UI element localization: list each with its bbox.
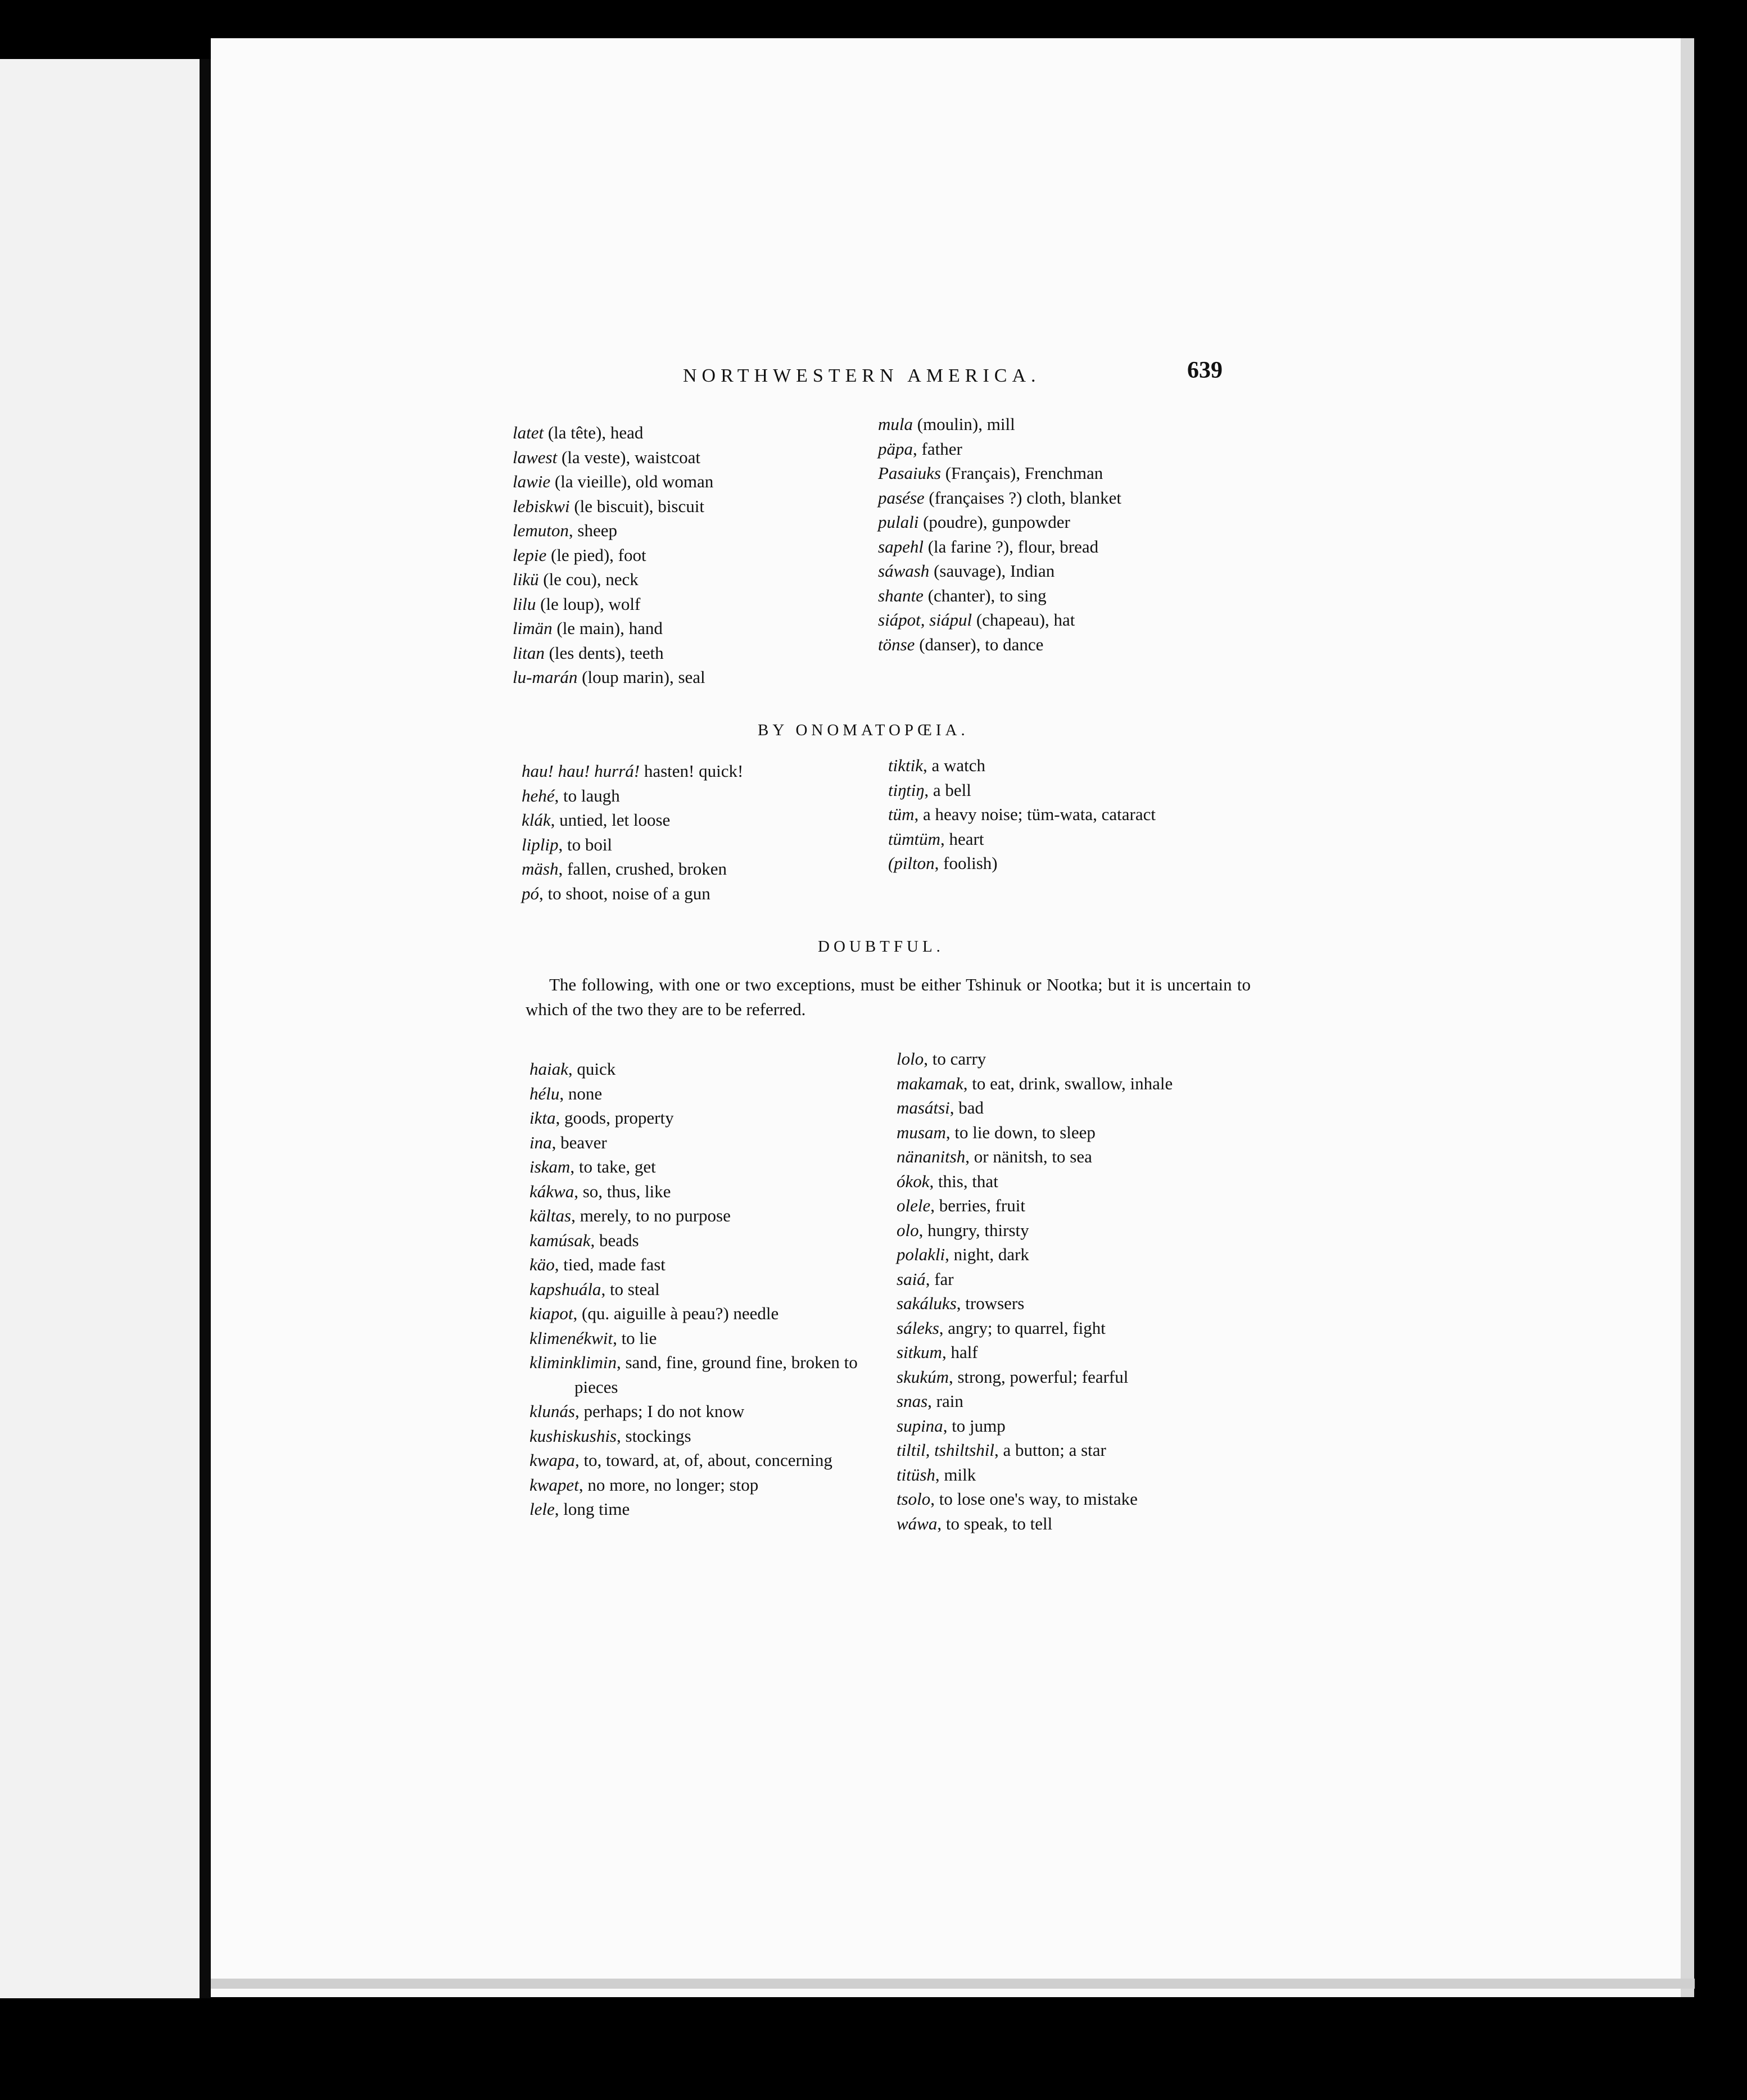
vocabulary-entry (897, 1096, 1268, 1120)
entry-term: tüm (888, 804, 915, 824)
vocabulary-entry (897, 1316, 1268, 1341)
vocabulary-entry (897, 1144, 1268, 1169)
section-heading-onomatopoeia: BY ONOMATOPŒIA. (758, 721, 969, 739)
vocabulary-entry (529, 1301, 889, 1326)
vocabulary-entry (529, 1448, 889, 1473)
vocabulary-entry (529, 1130, 889, 1155)
vocabulary-entry (529, 1277, 889, 1302)
page-number: 639 (1187, 357, 1223, 383)
entry-term: tönse (878, 634, 915, 654)
vocabulary-entry (897, 1169, 1268, 1194)
vocabulary-entry (888, 802, 1270, 827)
entry-gloss: , to steal (601, 1279, 660, 1299)
entry-gloss: (le loup), wolf (536, 594, 641, 614)
vocabulary-entry (513, 494, 872, 519)
vocabulary-entry (529, 1179, 889, 1204)
entry-term: shante (878, 585, 924, 605)
entry-term: tümtüm (888, 829, 940, 849)
entry-gloss: , rain (927, 1391, 963, 1411)
vocabulary-entry (897, 1291, 1268, 1316)
entry-term: lepie (513, 545, 547, 565)
vocabulary-entry (878, 486, 1260, 510)
entry-term: lawest (513, 447, 558, 467)
entry-term: skukúm (897, 1366, 949, 1387)
vocabulary-entry (513, 592, 872, 617)
entry-gloss: , far (925, 1269, 954, 1289)
entry-term: litan (513, 642, 545, 663)
vocabulary-entry (529, 1252, 889, 1277)
french-words-left-column (513, 420, 872, 690)
entry-term: kushiskushis (529, 1425, 617, 1446)
entry-gloss: hasten! quick! (640, 761, 744, 781)
vocabulary-entry (513, 543, 872, 568)
entry-gloss: (les dents), teeth (544, 642, 664, 663)
vocabulary-entry (897, 1120, 1268, 1145)
page-edge (1681, 38, 1694, 1997)
entry-term: käo (529, 1255, 555, 1274)
entry-gloss: , bad (949, 1098, 984, 1117)
entry-gloss: , stockings (617, 1425, 691, 1446)
entry-term: klunás (529, 1401, 575, 1421)
entry-term: iskam (529, 1157, 571, 1176)
entry-term: lolo (897, 1049, 924, 1069)
entry-term: kamúsak (529, 1230, 591, 1250)
vocabulary-entry (878, 510, 1260, 535)
left-page-margin (0, 59, 200, 1998)
entry-gloss: (le cou), neck (538, 569, 639, 589)
doubtful-intro-paragraph: The following, with one or two exceptions, must be either Tshinuk or Nootka; but it is uncertain to which of the two they are to be referred. (526, 975, 1251, 1019)
vocabulary-entry (878, 535, 1260, 559)
entry-term: tiltil, tshiltshil (897, 1440, 994, 1460)
entry-term: likü (513, 569, 539, 589)
entry-gloss: , to lie down, to sleep (945, 1122, 1096, 1142)
entry-term: latet (513, 423, 544, 442)
entry-term: kapshuála (529, 1279, 601, 1299)
entry-gloss: (le pied), foot (546, 545, 646, 565)
entry-term: lebiskwi (513, 496, 570, 516)
entry-term: snas (897, 1391, 928, 1411)
entry-gloss: (la tête), head (544, 423, 644, 442)
entry-term: saiá (897, 1269, 926, 1289)
vocabulary-entry (513, 469, 872, 494)
vocabulary-entry (529, 1473, 889, 1497)
entry-term: olo (897, 1220, 919, 1240)
vocabulary-entry (529, 1399, 889, 1424)
onomatopoeia-left-column (522, 759, 881, 906)
entry-gloss: , to lie (613, 1328, 657, 1348)
entry-gloss: (chapeau), hat (972, 610, 1075, 630)
vocabulary-entry (897, 1340, 1268, 1365)
entry-gloss: , so, thus, like (574, 1181, 671, 1201)
entry-gloss: , to laugh (554, 785, 620, 805)
entry-gloss: , (qu. aiguille à peau?) needle (573, 1304, 779, 1323)
vocabulary-entry (522, 759, 881, 784)
entry-term: sapehl (878, 536, 924, 556)
vocabulary-entry (897, 1511, 1268, 1536)
vocabulary-entry (529, 1203, 889, 1228)
entry-gloss: , berries, fruit (930, 1196, 1025, 1215)
entry-gloss: , angry; to quarrel, fight (939, 1318, 1106, 1338)
entry-gloss: , to speak, to tell (937, 1513, 1053, 1533)
entry-gloss: , beaver (551, 1132, 607, 1152)
vocabulary-entry (888, 851, 1270, 876)
entry-gloss: , a button; a star (994, 1440, 1106, 1460)
vocabulary-entry (888, 753, 1270, 778)
entry-term: makamak (897, 1073, 963, 1093)
entry-gloss: , to, toward, at, of, about, concerning (574, 1450, 832, 1470)
entry-gloss: , father (913, 438, 962, 459)
onomatopoeia-right-column (888, 753, 1270, 876)
entry-gloss: , quick (568, 1059, 616, 1079)
entry-term: tiktik (888, 755, 923, 775)
vocabulary-entry (513, 445, 872, 470)
entry-term: musam (897, 1122, 946, 1142)
vocabulary-entry (897, 1365, 1268, 1390)
entry-gloss: (françaises ?) cloth, blanket (924, 487, 1121, 508)
entry-term: supina (897, 1415, 943, 1436)
entry-term: klák (522, 810, 551, 830)
entry-gloss: , beads (590, 1230, 639, 1250)
vocabulary-entry (897, 1047, 1268, 1071)
entry-gloss: , hungry, thirsty (918, 1220, 1029, 1240)
entry-term: pasése (878, 487, 925, 508)
entry-term: ikta (529, 1108, 556, 1128)
entry-gloss: , milk (935, 1464, 976, 1485)
entry-term: hélu (529, 1083, 560, 1103)
vocabulary-entry (529, 1326, 889, 1351)
vocabulary-entry (878, 559, 1260, 583)
entry-gloss: , a heavy noise; tüm-wata, cataract (914, 804, 1156, 824)
entry-gloss: , sheep (568, 521, 617, 540)
entry-gloss: (poudre), gunpowder (918, 512, 1070, 532)
entry-gloss: , long time (554, 1499, 630, 1519)
entry-gloss: , to boil (558, 834, 613, 854)
vocabulary-entry (897, 1463, 1268, 1487)
vocabulary-entry (878, 412, 1260, 437)
entry-term: wáwa (897, 1513, 938, 1533)
entry-term: lilu (513, 594, 536, 614)
book-gutter (200, 59, 211, 1998)
vocabulary-entry (513, 665, 872, 690)
entry-gloss: (sauvage), Indian (929, 561, 1055, 581)
entry-term: sitkum (897, 1342, 942, 1362)
entry-gloss: (loup marin), seal (577, 667, 705, 687)
doubtful-right-column (897, 1047, 1268, 1536)
entry-term: sakáluks (897, 1293, 957, 1313)
vocabulary-entry (513, 518, 872, 543)
vocabulary-entry (513, 420, 872, 445)
entry-gloss: , a watch (922, 755, 986, 775)
vocabulary-entry (522, 832, 881, 857)
entry-gloss: , to take, get (570, 1157, 656, 1176)
entry-gloss: , goods, property (555, 1108, 674, 1128)
entry-gloss: , to lose one's way, to mistake (930, 1489, 1138, 1509)
entry-gloss: , sand, fine, ground fine, broken to pieces (574, 1352, 858, 1397)
entry-gloss: , untied, let loose (550, 810, 671, 830)
entry-term: kiapot (529, 1304, 573, 1323)
entry-gloss: (la vieille), old woman (550, 472, 714, 491)
entry-gloss: , to eat, drink, swallow, inhale (963, 1073, 1173, 1093)
vocabulary-entry (529, 1081, 889, 1106)
vocabulary-entry (878, 583, 1260, 608)
entry-term: haiak (529, 1059, 568, 1079)
entry-term: tiŋtiŋ (888, 780, 925, 800)
entry-term: kältas (529, 1206, 572, 1225)
entry-gloss: , or nänitsh, to sea (965, 1147, 1092, 1166)
entry-gloss: , to jump (943, 1415, 1006, 1436)
vocabulary-entry (888, 778, 1270, 803)
entry-gloss: , perhaps; I do not know (574, 1401, 745, 1421)
vocabulary-entry (888, 827, 1270, 852)
entry-term: hehé (522, 785, 555, 805)
entry-term: liplip (522, 834, 559, 854)
entry-term: hau! hau! hurrá! (522, 761, 640, 781)
vocabulary-entry (878, 461, 1260, 486)
vocabulary-entry (897, 1193, 1268, 1218)
entry-gloss: (le main), hand (552, 618, 663, 638)
entry-term: ókok (897, 1171, 930, 1191)
entry-term: lele (529, 1499, 555, 1519)
entry-term: nänanitsh (897, 1147, 966, 1166)
vocabulary-entry (529, 1350, 889, 1399)
entry-term: lawie (513, 472, 551, 491)
vocabulary-entry (897, 1218, 1268, 1243)
entry-term: Pasaiuks (878, 463, 941, 483)
entry-gloss: (danser), to dance (915, 634, 1044, 654)
entry-term: pó (522, 883, 539, 903)
vocabulary-entry (878, 608, 1260, 632)
entry-gloss: , foolish) (934, 853, 998, 873)
vocabulary-entry (522, 808, 881, 832)
entry-gloss: , half (942, 1342, 978, 1362)
entry-term: lemuton (513, 521, 569, 540)
vocabulary-entry (522, 881, 881, 906)
entry-gloss: (le biscuit), biscuit (569, 496, 704, 516)
entry-term: tsolo (897, 1489, 931, 1509)
entry-gloss: (chanter), to sing (923, 585, 1047, 605)
entry-gloss: , heart (940, 829, 984, 849)
entry-gloss: (la farine ?), flour, bread (923, 536, 1099, 556)
vocabulary-entry (529, 1497, 889, 1522)
entry-gloss: , merely, to no purpose (571, 1206, 731, 1225)
running-title: NORTHWESTERN AMERICA. (683, 365, 1041, 386)
entry-term: lu-marán (513, 667, 578, 687)
vocabulary-entry (529, 1106, 889, 1130)
vocabulary-entry (513, 641, 872, 666)
entry-gloss: (moulin), mill (913, 414, 1015, 434)
vocabulary-entry (897, 1414, 1268, 1438)
entry-gloss: , a bell (924, 780, 971, 800)
entry-term: sáwash (878, 561, 930, 581)
entry-gloss: , night, dark (945, 1244, 1029, 1264)
entry-term: masátsi (897, 1098, 950, 1117)
vocabulary-entry (513, 567, 872, 592)
entry-term: limän (513, 618, 553, 638)
entry-gloss: , strong, powerful; fearful (948, 1366, 1129, 1387)
vocabulary-entry (897, 1438, 1268, 1463)
entry-term: kliminklimin (529, 1352, 617, 1372)
french-words-right-column (878, 412, 1260, 657)
entry-term: olele (897, 1196, 931, 1215)
vocabulary-entry (522, 784, 881, 808)
vocabulary-entry (897, 1071, 1268, 1096)
entry-gloss: (Français), Frenchman (940, 463, 1103, 483)
entry-term: mula (878, 414, 913, 434)
entry-gloss: , none (559, 1083, 603, 1103)
entry-gloss: , this, that (929, 1171, 998, 1191)
entry-term: klimenékwit (529, 1328, 613, 1348)
entry-term: kwapet (529, 1474, 579, 1495)
page-bottom-edge (211, 1979, 1695, 1989)
entry-gloss: , fallen, crushed, broken (558, 859, 727, 879)
vocabulary-entry (529, 1155, 889, 1179)
entry-term: ina (529, 1132, 552, 1152)
entry-gloss: (la veste), waistcoat (557, 447, 701, 467)
vocabulary-entry (897, 1242, 1268, 1267)
entry-term: (pilton (888, 853, 935, 873)
entry-gloss: , trowsers (956, 1293, 1025, 1313)
entry-gloss: , no more, no longer; stop (578, 1474, 759, 1495)
vocabulary-entry (513, 616, 872, 641)
entry-term: sáleks (897, 1318, 939, 1338)
entry-gloss: , to shoot, noise of a gun (539, 883, 710, 903)
entry-term: mäsh (522, 859, 559, 879)
vocabulary-entry (897, 1389, 1268, 1414)
doubtful-left-column (529, 1057, 889, 1522)
vocabulary-entry (529, 1057, 889, 1081)
entry-term: kwapa (529, 1450, 575, 1470)
vocabulary-entry (897, 1487, 1268, 1511)
entry-gloss: , tied, made fast (554, 1255, 666, 1274)
vocabulary-entry (529, 1228, 889, 1253)
entry-term: kákwa (529, 1181, 574, 1201)
entry-term: siápot, siápul (878, 610, 972, 630)
entry-gloss: , to carry (924, 1049, 986, 1069)
vocabulary-entry (522, 857, 881, 881)
entry-term: päpa (878, 438, 913, 459)
vocabulary-entry (529, 1424, 889, 1449)
vocabulary-entry (897, 1267, 1268, 1292)
entry-term: pulali (878, 512, 919, 532)
vocabulary-entry (878, 632, 1260, 657)
entry-term: polakli (897, 1244, 945, 1264)
vocabulary-entry (878, 437, 1260, 461)
entry-term: titüsh (897, 1464, 935, 1485)
section-heading-doubtful: DOUBTFUL. (818, 938, 944, 956)
